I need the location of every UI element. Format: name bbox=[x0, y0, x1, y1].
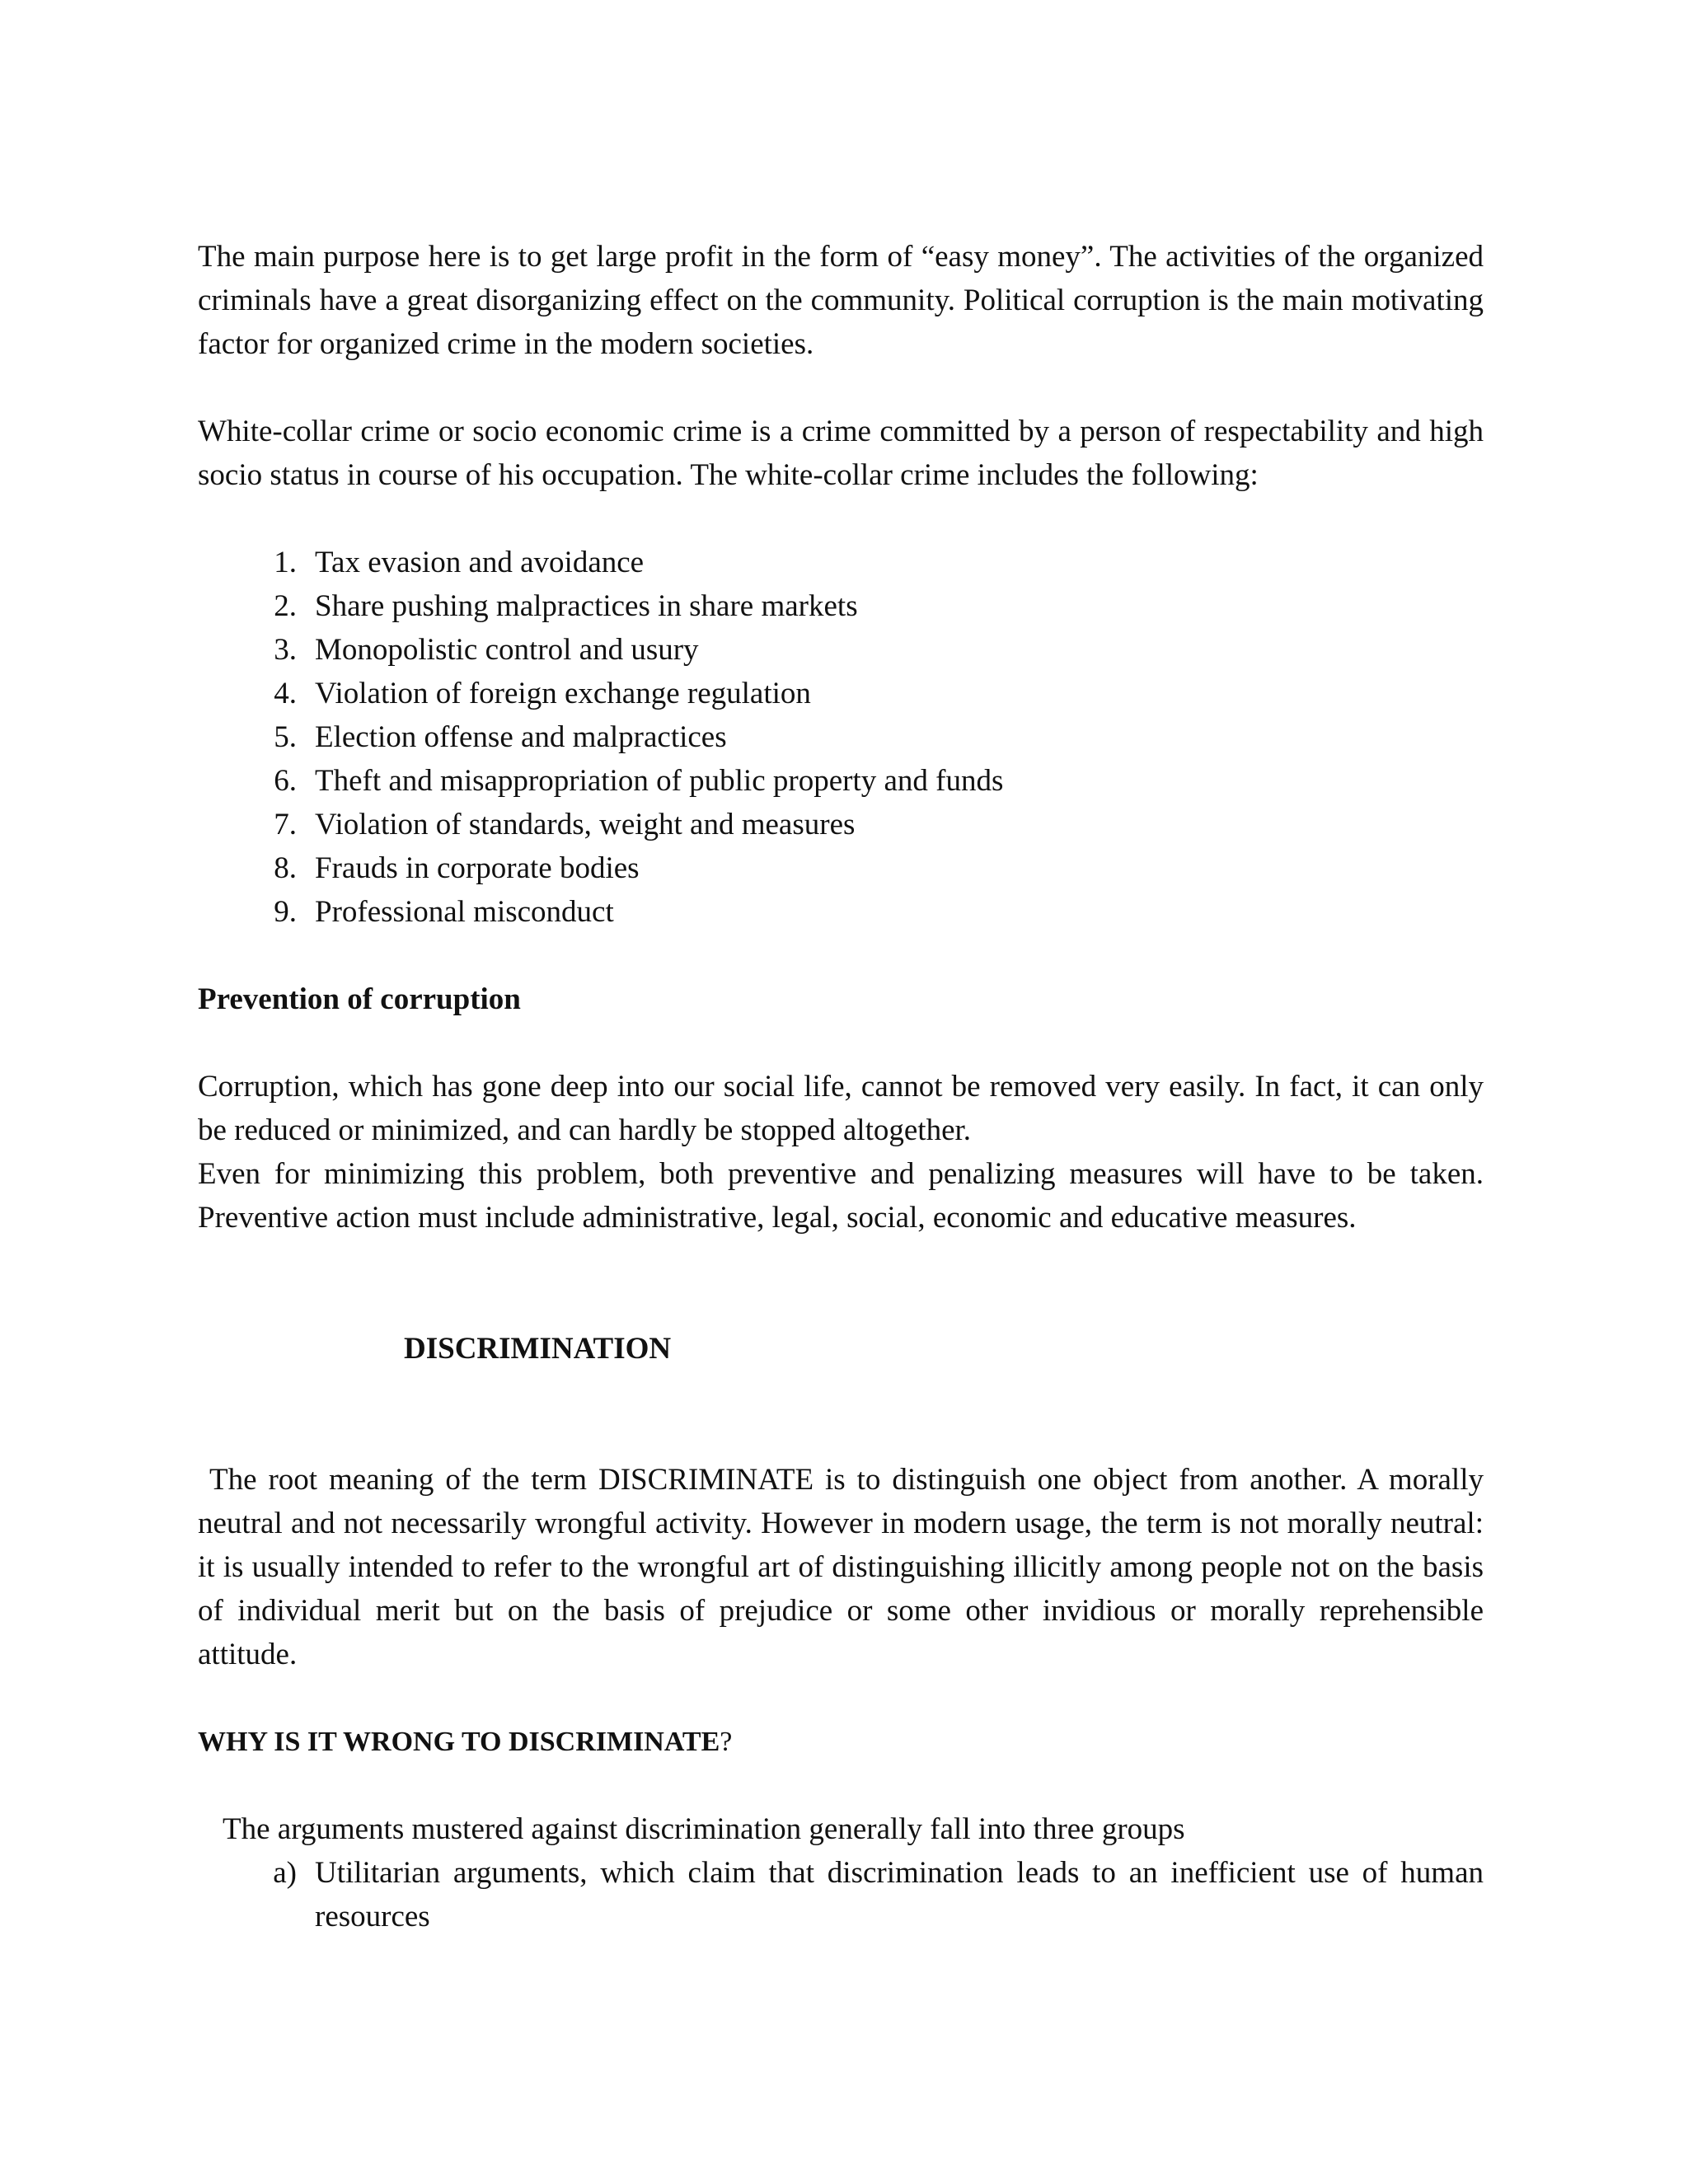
list-number: 1. bbox=[274, 546, 297, 579]
list-text: Violation of foreign exchange regulation bbox=[315, 677, 811, 710]
list-marker: a) bbox=[273, 1856, 297, 1890]
list-number: 3. bbox=[274, 633, 297, 667]
list-text: Utilitarian arguments, which claim that discrimination leads to an inefficient use of human resources bbox=[315, 1856, 1484, 1933]
paragraph-organized-crime: The main purpose here is to get large profit in the form of “easy money”. The activities of the organized criminals have a great disorganizing effect on the community. Political corruption is the main motivating factor for organized crime in the modern societies. bbox=[198, 240, 1484, 361]
white-collar-crime-list bbox=[198, 541, 1484, 934]
list-item bbox=[198, 759, 1484, 803]
list-number: 6. bbox=[274, 764, 297, 798]
list-item bbox=[198, 715, 1484, 759]
list-text: Election offense and malpractices bbox=[315, 720, 727, 754]
list-text: Professional misconduct bbox=[315, 895, 614, 929]
list-text: Theft and misappropriation of public property and funds bbox=[315, 764, 1004, 798]
list-number: 7. bbox=[274, 808, 297, 841]
list-text: Frauds in corporate bodies bbox=[315, 851, 640, 885]
list-item bbox=[198, 672, 1484, 715]
prevention-heading: Prevention of corruption bbox=[198, 982, 521, 1016]
paragraph-prevention-1: Corruption, which has gone deep into our social life, cannot be removed very easily. In fact, it can only be reduced or minimized, and can hardly be stopped altogether. bbox=[198, 1070, 1484, 1147]
why-wrong-intro: The arguments mustered against discrimination generally fall into three groups bbox=[223, 1812, 1185, 1846]
list-number: 4. bbox=[274, 677, 297, 710]
list-text: Share pushing malpractices in share markets bbox=[315, 589, 858, 623]
list-text: Monopolistic control and usury bbox=[315, 633, 699, 667]
list-number: 8. bbox=[274, 851, 297, 885]
list-number: 5. bbox=[274, 720, 297, 754]
list-number: 9. bbox=[274, 895, 297, 929]
list-item bbox=[198, 803, 1484, 846]
list-text: Violation of standards, weight and measures bbox=[315, 808, 856, 841]
why-wrong-heading-suffix: ? bbox=[720, 1727, 733, 1757]
paragraph-white-collar-crime: White-collar crime or socio economic crime is a crime committed by a person of respectability and high socio status in course of his occupation. The white-collar crime includes the following: bbox=[198, 415, 1484, 492]
list-item bbox=[198, 846, 1484, 890]
discrimination-heading: DISCRIMINATION bbox=[404, 1332, 672, 1366]
list-item bbox=[198, 890, 1484, 934]
list-item bbox=[198, 628, 1484, 672]
why-wrong-heading bbox=[198, 1720, 1484, 1764]
document-page bbox=[198, 235, 1484, 1938]
paragraph-discrimination: The root meaning of the term DISCRIMINATE is to distinguish one object from another. A morally neutral and not necessarily wrongful activity. However in modern usage, the term is not morally neutral: it is usually intended to refer to the wrongful art of distinguishing illicitly among people not on the basis of individual merit but on the basis of prejudice or some other invidious or morally reprehensible attitude. bbox=[198, 1463, 1484, 1671]
why-wrong-heading-text: WHY IS IT WRONG TO DISCRIMINATE bbox=[198, 1727, 720, 1757]
list-item bbox=[198, 584, 1484, 628]
list-item bbox=[198, 1851, 1484, 1938]
paragraph-prevention-2: Even for minimizing this problem, both preventive and penalizing measures will have to be taken. Preventive action must include administrative, legal, social, economic and educative measures. bbox=[198, 1157, 1484, 1235]
list-item bbox=[198, 541, 1484, 584]
list-text: Tax evasion and avoidance bbox=[315, 546, 645, 579]
list-number: 2. bbox=[274, 589, 297, 623]
why-wrong-arguments-list bbox=[198, 1851, 1484, 1938]
